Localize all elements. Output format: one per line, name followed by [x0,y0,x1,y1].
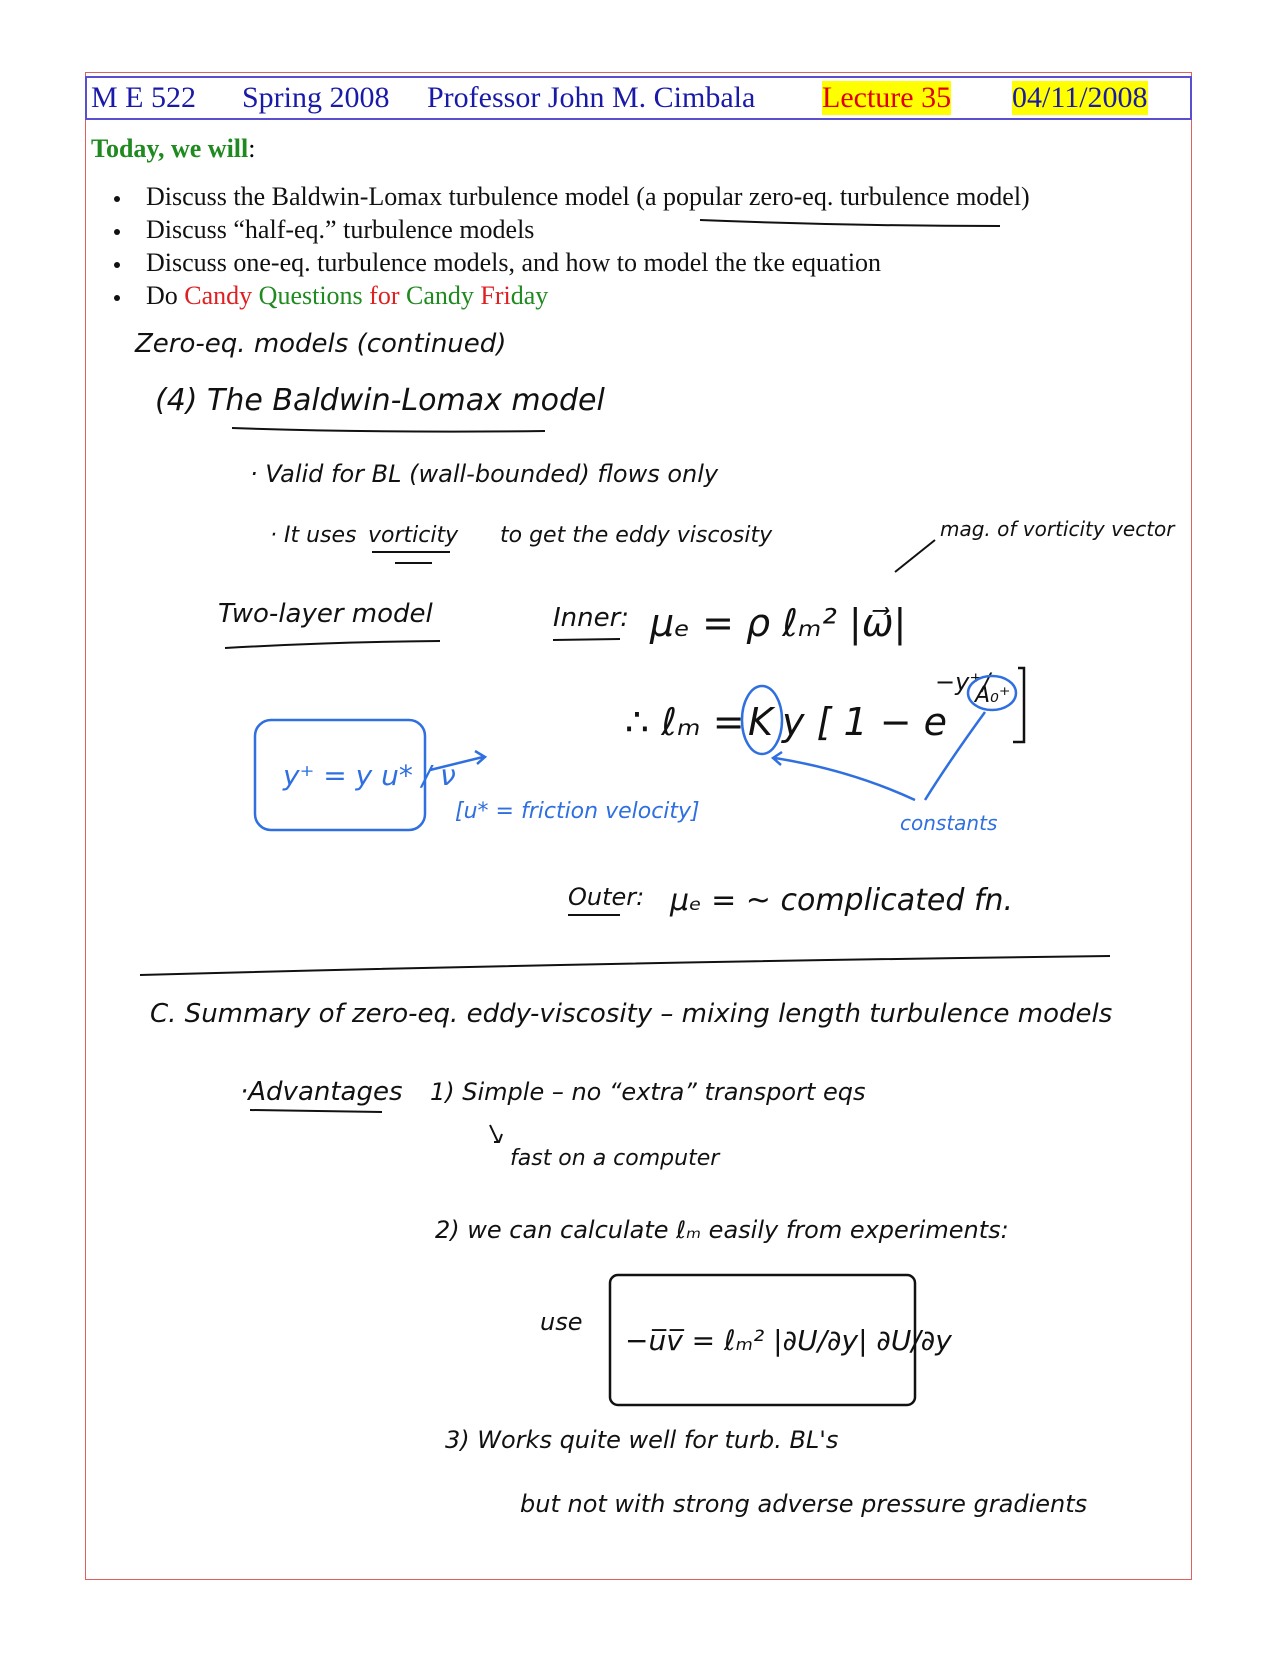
constants-label: constants [900,811,998,835]
lm-equation-b: y [ 1 − e [782,700,948,744]
advantage-1-note: fast on a computer [510,1146,720,1171]
uses-note-a: · It uses [270,523,357,548]
outer-equation: μₑ = ~ complicated fn. [670,883,1014,918]
advantage-3: 3) Works quite well for turb. BL's [445,1426,839,1454]
lm-equation-a: ∴ ℓₘ = [625,700,745,744]
outer-label: Outer: [568,883,645,911]
uses-note-c: to get the eddy viscosity [500,523,773,548]
term: Spring 2008 [242,81,390,114]
kappa-constant: K [748,700,773,744]
summary-heading: C. Summary of zero-eq. eddy-viscosity – mixing length turbulence models [150,999,1113,1029]
list-item: Discuss one-eq. turbulence models, and how to model the tke equation [110,246,1030,279]
course-code: M E 522 [91,81,196,114]
advantage-2: 2) we can calculate ℓₘ easily from experiments: [435,1216,1009,1244]
today-heading: Today, we will: [91,134,256,163]
reynolds-stress-equation: −u̅v̅ = ℓₘ² |∂U/∂y| ∂U/∂y [625,1324,952,1357]
section-divider [140,956,1110,975]
list-item: Discuss “half-eq.” turbulence models [110,213,1030,246]
professor: Professor John M. Cimbala [427,81,756,114]
lecture-date: 04/11/2008 [1012,81,1148,114]
two-layer-label: Two-layer model [218,599,433,629]
zero-eq-heading: Zero-eq. models (continued) [135,329,507,359]
heading-underline [232,428,545,432]
baldwin-lomax-heading: (4) The Baldwin-Lomax model [155,383,605,418]
uses-note-vorticity: vorticity [368,523,459,548]
advantage-3-note: but not with strong adverse pressure gradients [520,1490,1088,1518]
use-label: use [540,1308,583,1336]
list-item-candy: Do Candy Questions for Candy Friday [110,279,1030,312]
inner-label: Inner: [553,603,630,633]
popular-underline [700,220,1000,226]
yplus-definition: y⁺ = y u* / ν [283,759,456,792]
advantages-label: ·Advantages [240,1077,403,1107]
a0-constant: A₀⁺ [975,683,1011,708]
valid-note: · Valid for BL (wall-bounded) flows only [250,460,719,488]
lm-exponent: −y⁺/ [935,668,991,696]
list-item: Discuss the Baldwin-Lomax turbulence model (a popular zero-eq. turbulence model) [110,180,1030,213]
mag-note: mag. of vorticity vector [940,517,1175,541]
lecture-number: Lecture 35 [822,81,952,114]
friction-velocity-note: [u* = friction velocity] [455,799,700,824]
inner-equation: μₑ = ρ ℓₘ² |ω⃗| [650,601,907,645]
advantage-1: 1) Simple – no “extra” transport eqs [430,1078,866,1106]
